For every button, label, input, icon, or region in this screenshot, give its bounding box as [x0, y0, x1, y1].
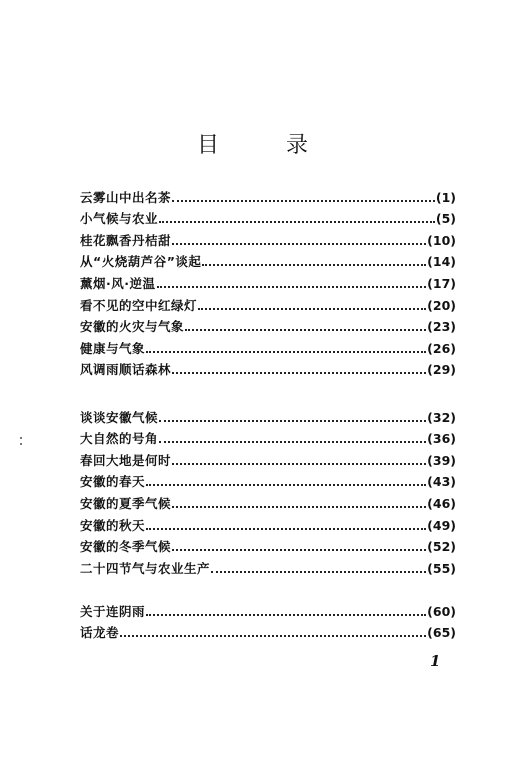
- margin-speck: [20, 437, 22, 439]
- toc-entry[interactable]: [80, 313, 456, 335]
- toc-entry-title: 桂花飘香丹桔甜: [80, 232, 172, 248]
- dot-leader: [120, 635, 426, 637]
- toc-entry-title: 安徽的春天: [80, 474, 146, 490]
- toc-entry-page: (52): [427, 539, 456, 555]
- toc-entry-title: 安徽的秋天: [80, 517, 146, 533]
- toc-entry-page: (5): [435, 211, 456, 227]
- dot-leader: [172, 506, 426, 508]
- dot-leader: [146, 528, 426, 530]
- toc-group-2: [80, 403, 456, 576]
- toc-entry-title: 安徽的夏季气候: [80, 495, 172, 511]
- toc-entry[interactable]: [80, 468, 456, 490]
- toc-entry-title: 风调雨顺话森林: [80, 362, 172, 378]
- toc-entry[interactable]: [80, 403, 456, 425]
- toc-entry-page: (32): [427, 409, 456, 425]
- dot-leader: [211, 571, 426, 573]
- toc-entry[interactable]: [80, 226, 456, 248]
- toc-entry-page: (20): [427, 297, 456, 313]
- toc-entry-page: (49): [427, 517, 456, 533]
- dot-leader: [172, 372, 426, 374]
- dot-leader: [159, 221, 435, 223]
- toc-entry[interactable]: [80, 183, 456, 205]
- toc-entry-title: 看不见的空中红绿灯: [80, 297, 198, 313]
- toc-entry[interactable]: [80, 248, 456, 270]
- toc-entry[interactable]: [80, 205, 456, 227]
- toc-entry-page: (65): [427, 625, 456, 641]
- toc-entry-page: (36): [427, 431, 456, 447]
- toc-entry[interactable]: [80, 269, 456, 291]
- dot-leader: [157, 286, 427, 288]
- toc-group-1: [80, 183, 456, 377]
- toc-entry-page: (60): [427, 603, 456, 619]
- toc-entry-title: 安徽的冬季气候: [80, 539, 172, 555]
- toc-entry[interactable]: [80, 597, 456, 619]
- toc-entry[interactable]: [80, 446, 456, 468]
- toc-entry-title: 春回大地是何时: [80, 452, 172, 468]
- page-title: 目 录: [197, 133, 338, 158]
- toc-entry-title: 健康与气象: [80, 340, 146, 356]
- toc-entry-title: 关于连阴雨: [80, 603, 146, 619]
- toc-entry[interactable]: [80, 425, 456, 447]
- dot-leader: [198, 308, 426, 310]
- toc-entry-title: 话龙卷: [80, 625, 120, 641]
- toc-entry-title: 小气候与农业: [80, 211, 159, 227]
- toc-entry-page: (1): [435, 189, 456, 205]
- dot-leader: [159, 420, 426, 422]
- toc-entry[interactable]: [80, 356, 456, 378]
- dot-leader: [146, 484, 426, 486]
- margin-speck: [20, 443, 22, 445]
- toc-entry[interactable]: [80, 334, 456, 356]
- toc-entry-title: 大自然的号角: [80, 431, 159, 447]
- dot-leader: [172, 549, 426, 551]
- dot-leader: [172, 243, 426, 245]
- toc-entry-page: (10): [427, 232, 456, 248]
- dot-leader: [146, 614, 426, 616]
- toc-entry-title: 从“火烧葫芦谷”谈起: [80, 254, 202, 270]
- toc-entry-page: (46): [427, 495, 456, 511]
- dot-leader: [172, 200, 435, 202]
- toc-entry-title: 薰烟·风·逆温: [80, 275, 156, 291]
- toc-entry-page: (55): [427, 560, 456, 576]
- toc-entry-page: (39): [427, 452, 456, 468]
- toc-entry[interactable]: [80, 619, 456, 641]
- toc-entry[interactable]: [80, 533, 456, 555]
- toc-entry-page: (14): [427, 254, 456, 270]
- toc-entry-page: (17): [427, 275, 456, 291]
- toc-entry-title: 谈谈安徽气候: [80, 409, 159, 425]
- toc-group-3: [80, 597, 456, 640]
- toc-entry[interactable]: [80, 291, 456, 313]
- dot-leader: [172, 463, 426, 465]
- toc-entry[interactable]: [80, 511, 456, 533]
- toc-entry[interactable]: [80, 554, 456, 576]
- dot-leader: [202, 264, 426, 266]
- dot-leader: [146, 351, 426, 353]
- dot-leader: [159, 441, 426, 443]
- toc-entry-title: 二十四节气与农业生产: [80, 560, 211, 576]
- toc-entry-page: (26): [427, 340, 456, 356]
- toc-entry-page: (23): [427, 319, 456, 335]
- toc-entry-title: 云雾山中出名茶: [80, 189, 172, 205]
- dot-leader: [185, 329, 426, 331]
- toc-entry-page: (29): [427, 362, 456, 378]
- page-number: 1: [430, 652, 441, 670]
- toc-entry[interactable]: [80, 489, 456, 511]
- toc-entry-page: (43): [427, 474, 456, 490]
- toc-entry-title: 安徽的火灾与气象: [80, 319, 185, 335]
